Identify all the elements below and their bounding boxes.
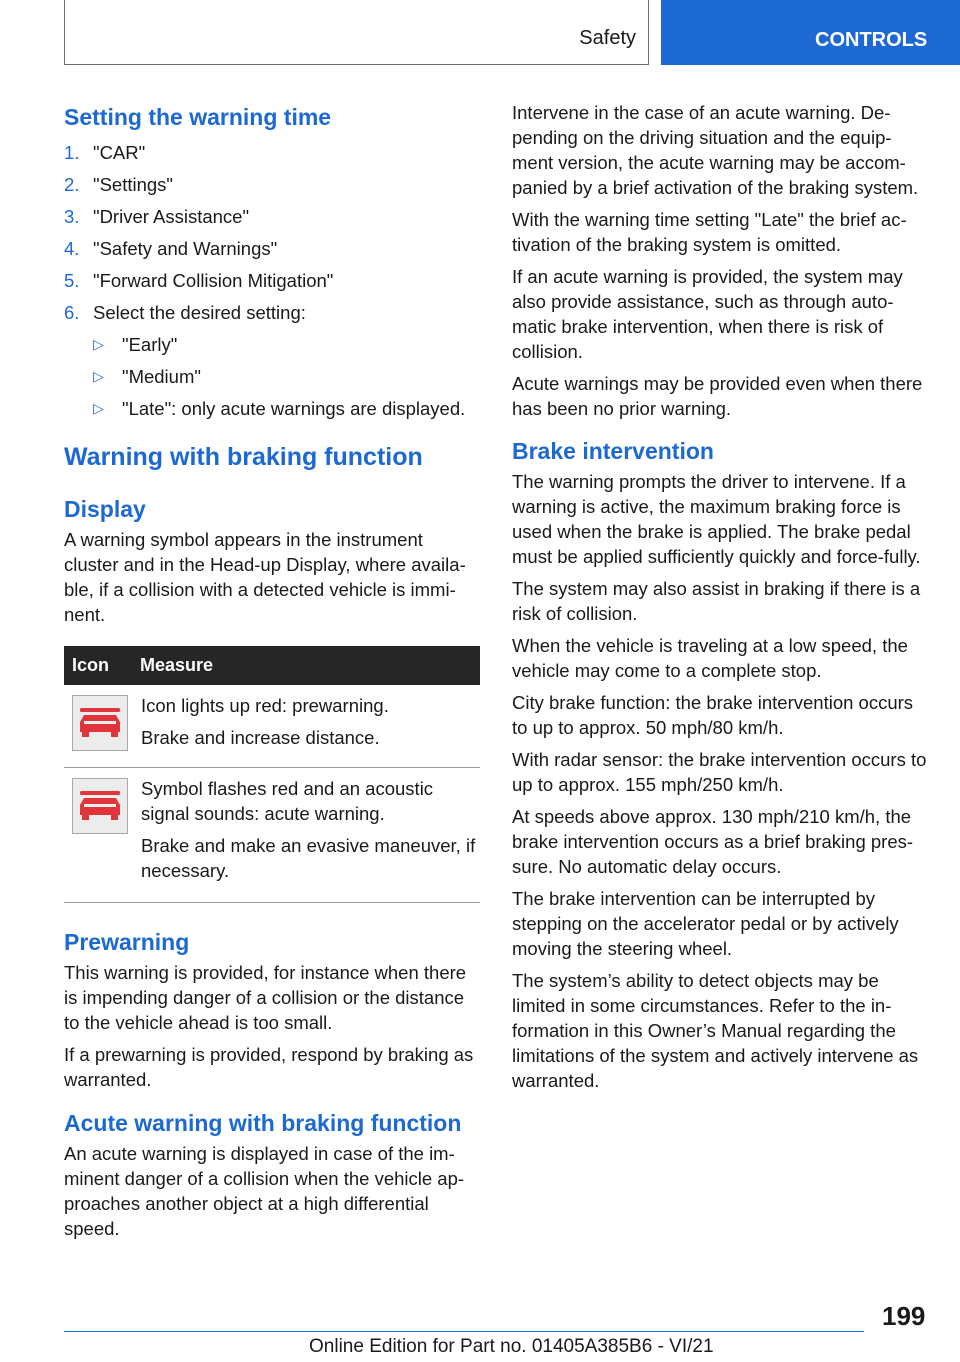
edition-text: Online Edition for Part no. 01405A385B6 - VI/21: [309, 1336, 714, 1357]
step-text: "Safety and Warnings": [93, 238, 278, 259]
option-text: "Early": [122, 334, 178, 355]
right-column: [512, 100, 928, 1100]
header-section-label: Safety: [579, 27, 636, 49]
step-number: 4.: [64, 238, 80, 259]
step-text: Select the desired setting:: [93, 302, 306, 323]
icon-cell: [64, 685, 132, 768]
setting-heading: Setting the warning time: [64, 104, 332, 130]
car-warning-icon: [72, 695, 128, 751]
prewarning-heading: Prewarning: [64, 929, 190, 955]
header-chapter-label: CONTROLS: [815, 29, 928, 51]
options-list: [93, 332, 480, 421]
brake-text-2: The system may also assist in braking if there is a risk of collision.: [512, 578, 921, 624]
option-item: [93, 396, 480, 421]
brake-text-7: The brake intervention can be interrupted by stepping on the accelerator pedal or by actively moving the steering wheel.: [512, 888, 899, 959]
step-text: "Forward Collision Mitigation": [93, 270, 334, 291]
step-number: 6.: [64, 302, 80, 323]
page-number: 199: [882, 1301, 926, 1331]
right-text-2: With the warning time setting "Late" the brief ac-tivation of the braking system is omitted.: [512, 209, 907, 255]
step-number: 1.: [64, 142, 80, 163]
measure-text: Brake and increase distance.: [141, 727, 380, 748]
acute-heading: Acute warning with braking function: [64, 1110, 462, 1136]
header-chapter-tab[interactable]: [661, 0, 960, 65]
brake-intervention-heading: Brake intervention: [512, 438, 714, 464]
brake-text-3: When the vehicle is traveling at a low speed, the vehicle may come to a complete stop.: [512, 635, 908, 681]
measure-text: Brake and make an evasive maneuver, if necessary.: [141, 835, 476, 881]
step-text: "CAR": [93, 142, 146, 163]
option-text: "Late": only acute warnings are displayed.: [122, 398, 466, 419]
table-row: [64, 768, 480, 903]
brake-text-1: The warning prompts the driver to intervene. If a warning is active, the maximum braking force is used when the brake is applied. The brake pedal must be applied sufficiently quickly and force-fully.: [512, 471, 921, 567]
table-header-icon: Icon: [64, 646, 132, 685]
right-text-4: Acute warnings may be provided even when there has been no prior warning.: [512, 373, 923, 419]
list-item: [64, 268, 480, 293]
list-item: [64, 236, 480, 261]
right-text-1: Intervene in the case of an acute warning. De-pending on the driving situation and the equip-ment version, the acute warning may be accom-panied by a brief activation of the braking system.: [512, 102, 919, 198]
brake-text-8: The system’s ability to detect objects may be limited in some circumstances. Refer to the in-formation in this Owner’s Manual regarding the limitations of the system and actively intervene as warranted.: [512, 970, 919, 1091]
option-text: "Medium": [122, 366, 201, 387]
step-text: "Driver Assistance": [93, 206, 250, 227]
measure-text: Symbol flashes red and an acoustic signal sounds: acute warning.: [141, 778, 434, 824]
brake-text-6: At speeds above approx. 130 mph/210 km/h, the brake intervention occurs as a brief braking pres-sure. No automatic delay occurs.: [512, 806, 914, 877]
measure-text: Icon lights up red: prewarning.: [141, 695, 389, 716]
prewarning-text-1: This warning is provided, for instance when there is impending danger of a collision or the distance to the vehicle ahead is too small.: [64, 962, 467, 1033]
left-column: [64, 100, 480, 1248]
display-text: A warning symbol appears in the instrument cluster and in the Head-up Display, where availa-ble, if a collision with a detected vehicle is immi-nent.: [64, 529, 466, 625]
step-text: "Settings": [93, 174, 173, 195]
header-section-box: [64, 0, 649, 65]
option-item: [93, 364, 480, 389]
list-item: [64, 204, 480, 229]
triangle-bullet-icon: ▷: [93, 368, 104, 384]
prewarning-text-2: If a prewarning is provided, respond by braking as warranted.: [64, 1044, 474, 1090]
step-number: 2.: [64, 174, 80, 195]
table-row: [64, 685, 480, 768]
icon-cell: [64, 768, 132, 903]
step-number: 3.: [64, 206, 80, 227]
car-warning-icon: [72, 778, 128, 834]
list-item: [64, 172, 480, 197]
measure-cell: [132, 768, 480, 903]
steps-list: [64, 140, 480, 421]
footer-divider: [64, 1331, 864, 1332]
right-text-3: If an acute warning is provided, the system may also provide assistance, such as through auto-matic brake intervention, when there is risk of collision.: [512, 266, 903, 362]
icon-measure-table: [64, 646, 480, 903]
list-item: [64, 140, 480, 165]
measure-cell: [132, 685, 480, 768]
triangle-bullet-icon: ▷: [93, 336, 104, 352]
list-item: [64, 300, 480, 421]
option-item: [93, 332, 480, 357]
brake-text-4: City brake function: the brake intervention occurs to up to approx. 50 mph/80 km/h.: [512, 692, 914, 738]
main-heading: Warning with braking function: [64, 443, 423, 471]
table-header-measure: Measure: [132, 646, 480, 685]
brake-text-5: With radar sensor: the brake intervention occurs to up to approx. 155 mph/250 km/h.: [512, 749, 927, 795]
display-heading: Display: [64, 496, 146, 522]
triangle-bullet-icon: ▷: [93, 400, 104, 416]
step-number: 5.: [64, 270, 80, 291]
acute-text-1: An acute warning is displayed in case of the im-minent danger of a collision when the vehicle ap-proaches another object at a high differential speed.: [64, 1143, 465, 1239]
